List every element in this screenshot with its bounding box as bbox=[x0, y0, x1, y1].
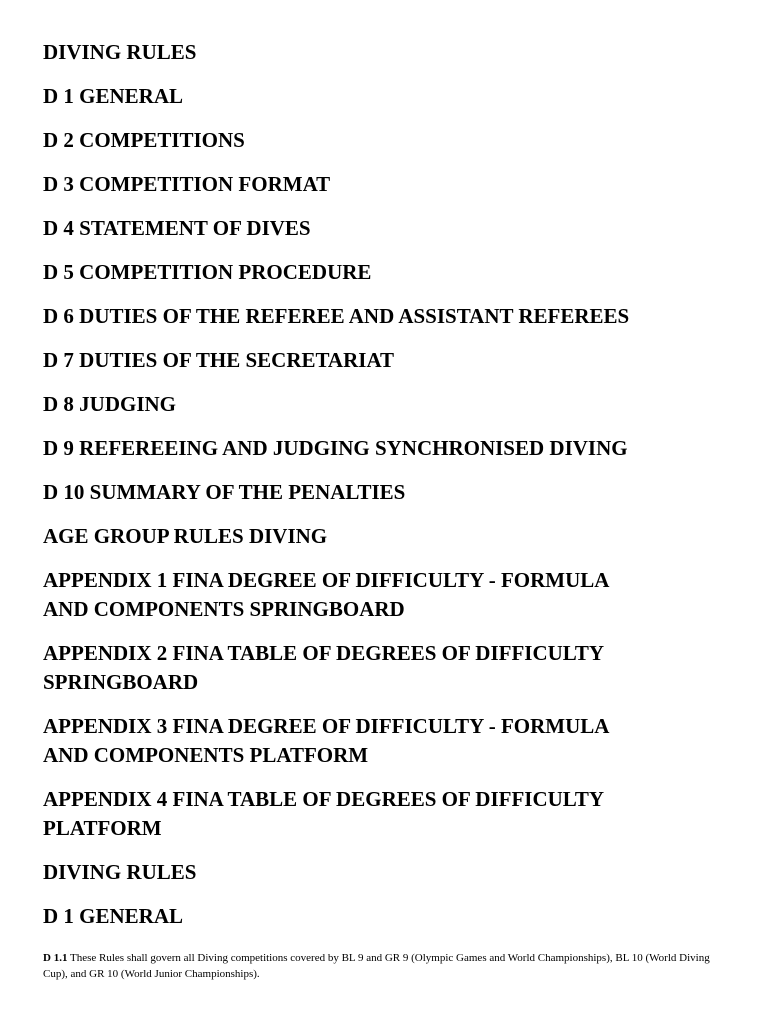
section-heading bbox=[43, 170, 733, 199]
section-heading-line: DIVING RULES bbox=[43, 860, 197, 884]
section-heading bbox=[43, 478, 733, 507]
section-heading-line: APPENDIX 4 FINA TABLE OF DEGREES OF DIFFICULTY bbox=[43, 787, 605, 811]
section-heading bbox=[43, 858, 733, 887]
section-heading bbox=[43, 258, 733, 287]
section-heading bbox=[43, 38, 733, 67]
section-heading bbox=[43, 902, 733, 931]
section-heading bbox=[43, 785, 733, 843]
section-heading-line: D 5 COMPETITION PROCEDURE bbox=[43, 260, 372, 284]
section-heading bbox=[43, 214, 733, 243]
section-heading-line: D 8 JUDGING bbox=[43, 392, 177, 416]
section-heading bbox=[43, 302, 733, 331]
section-heading-line: D 10 SUMMARY OF THE PENALTIES bbox=[43, 480, 406, 504]
section-heading-line: AND COMPONENTS SPRINGBOARD bbox=[43, 597, 405, 621]
section-heading bbox=[43, 126, 733, 155]
heading-list bbox=[43, 38, 733, 946]
rule-number: D 1.1 bbox=[43, 952, 68, 964]
section-heading-line: DIVING RULES bbox=[43, 40, 197, 64]
rule-text: These Rules shall govern all Diving competitions covered by BL 9 and GR 9 (Olympic Games and World Championships), BL 10 (World Diving Cup), and GR 10 (World Junior Championships). bbox=[43, 952, 710, 980]
section-heading-line: AGE GROUP RULES DIVING bbox=[43, 524, 328, 548]
section-heading bbox=[43, 390, 733, 419]
section-heading-line: D 7 DUTIES OF THE SECRETARIAT bbox=[43, 348, 395, 372]
section-heading-line: D 1 GENERAL bbox=[43, 904, 184, 928]
section-heading-line: APPENDIX 3 FINA DEGREE OF DIFFICULTY - FORMULA bbox=[43, 714, 610, 738]
section-heading-line: APPENDIX 2 FINA TABLE OF DEGREES OF DIFFICULTY bbox=[43, 641, 605, 665]
section-heading-line: PLATFORM bbox=[43, 816, 162, 840]
section-heading-line: SPRINGBOARD bbox=[43, 670, 199, 694]
section-heading bbox=[43, 522, 733, 551]
section-heading bbox=[43, 82, 733, 111]
section-heading bbox=[43, 434, 733, 463]
section-heading-line: D 1 GENERAL bbox=[43, 84, 184, 108]
section-heading bbox=[43, 712, 733, 770]
section-heading bbox=[43, 346, 733, 375]
section-heading-line: APPENDIX 1 FINA DEGREE OF DIFFICULTY - FORMULA bbox=[43, 568, 610, 592]
rule-paragraph bbox=[43, 950, 733, 982]
section-heading bbox=[43, 639, 733, 697]
section-heading-line: D 2 COMPETITIONS bbox=[43, 128, 245, 152]
section-heading bbox=[43, 566, 733, 624]
section-heading-line: D 6 DUTIES OF THE REFEREE AND ASSISTANT REFEREES bbox=[43, 304, 630, 328]
section-heading-line: D 4 STATEMENT OF DIVES bbox=[43, 216, 311, 240]
section-heading-line: D 3 COMPETITION FORMAT bbox=[43, 172, 331, 196]
section-heading-line: AND COMPONENTS PLATFORM bbox=[43, 743, 369, 767]
section-heading-line: D 9 REFEREEING AND JUDGING SYNCHRONISED DIVING bbox=[43, 436, 628, 460]
